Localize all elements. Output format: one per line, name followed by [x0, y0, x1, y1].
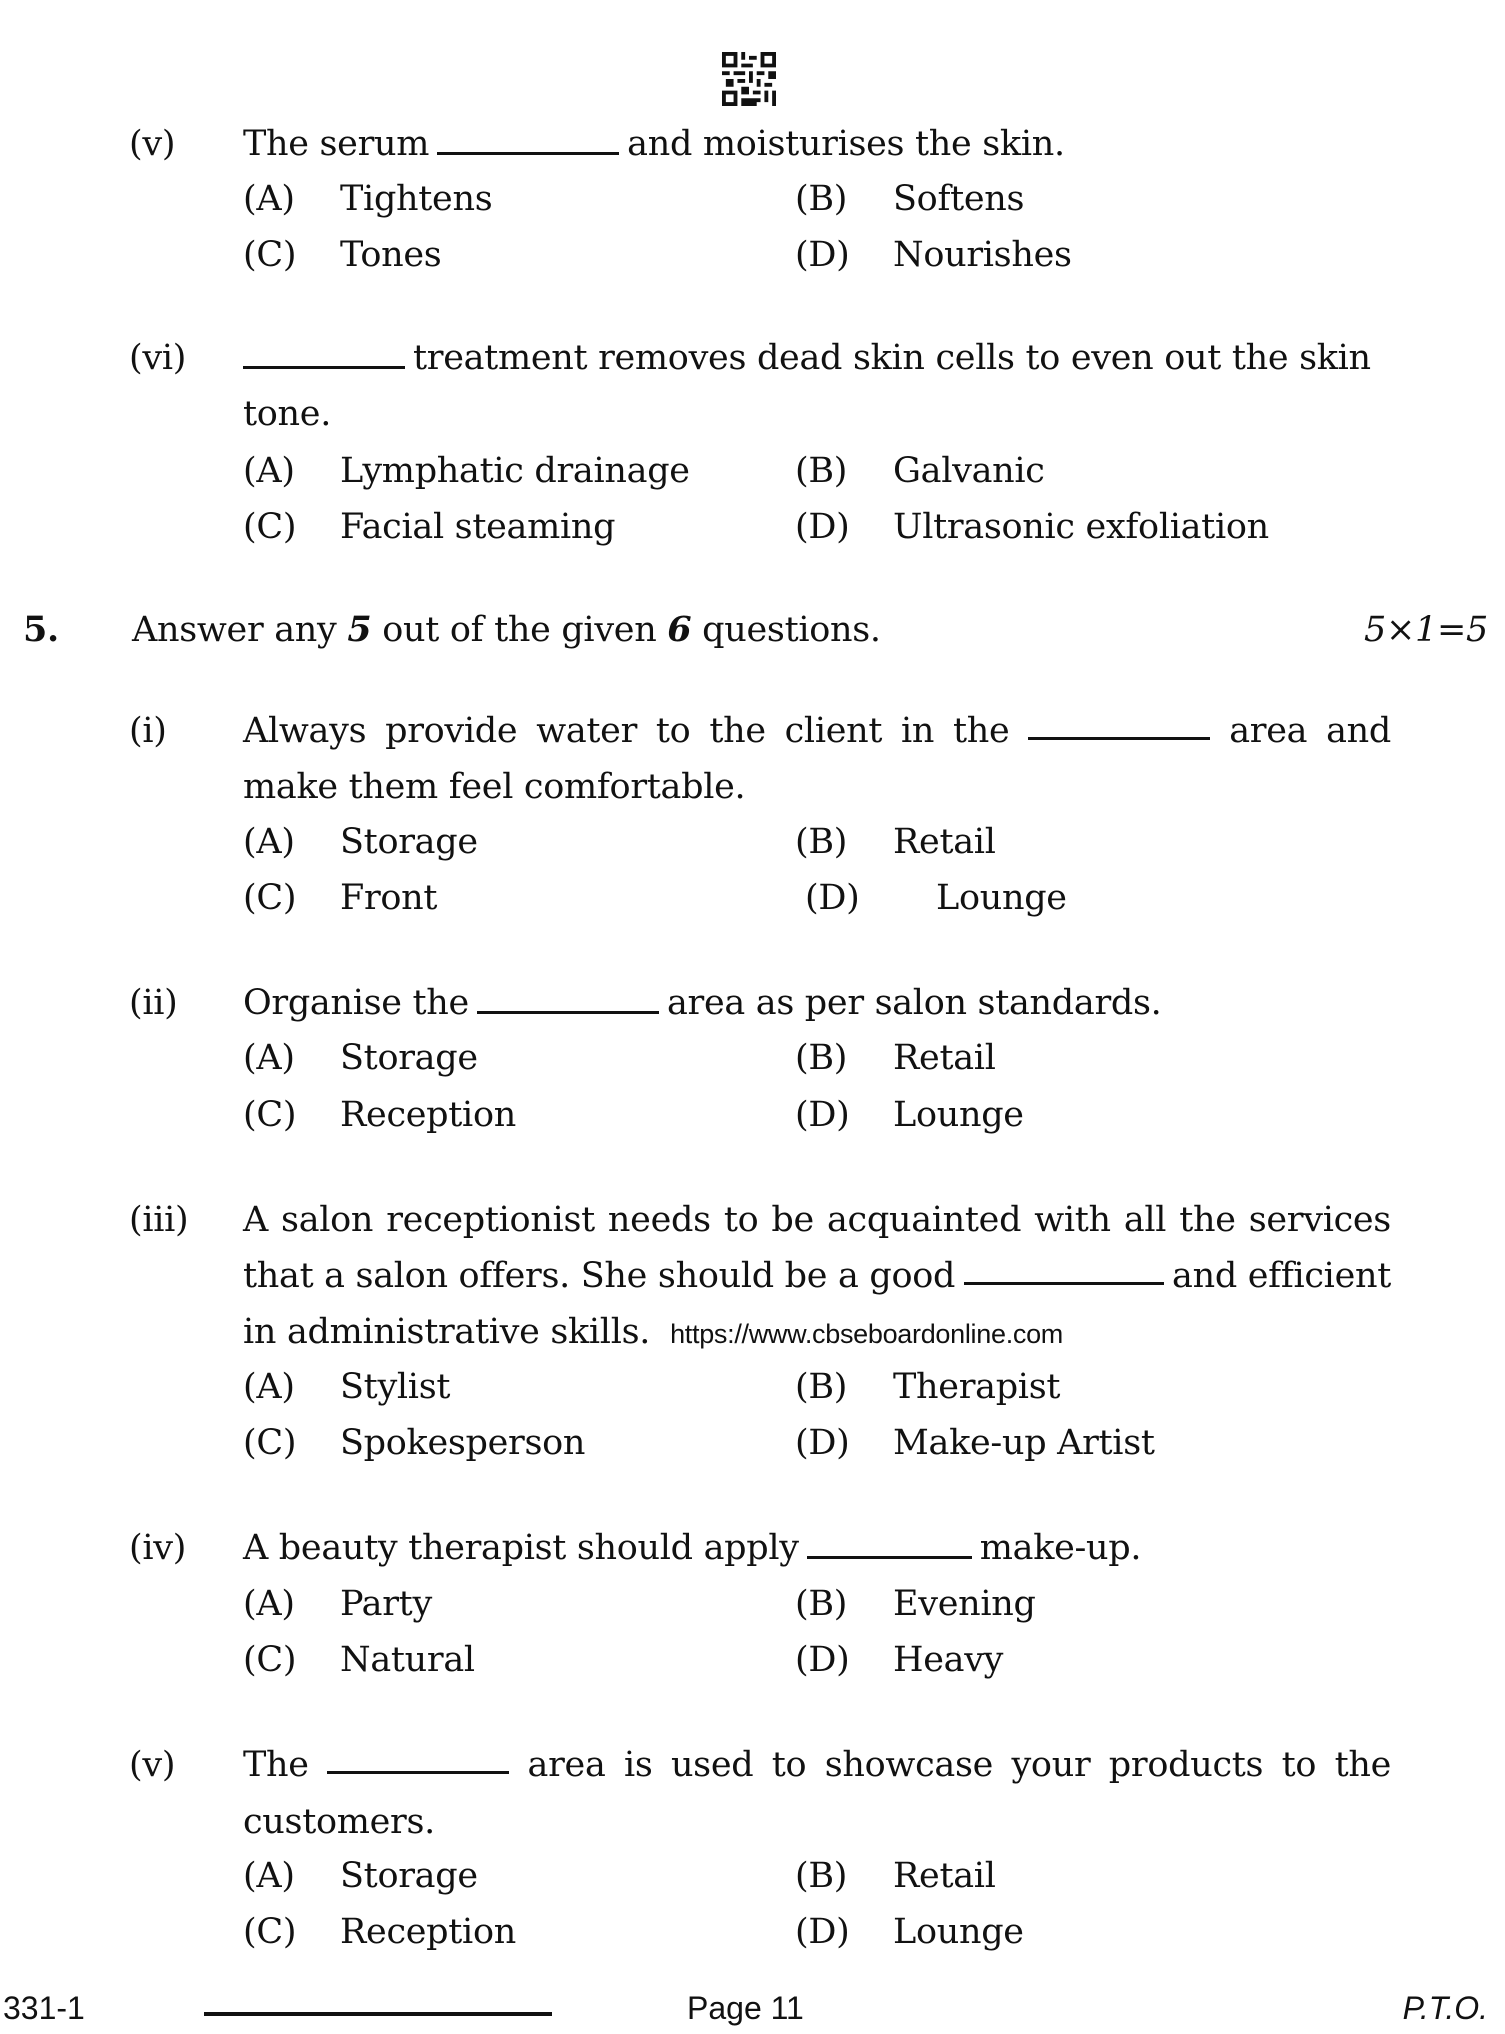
section-instruction	[132, 610, 881, 650]
word: area	[527, 1745, 606, 1785]
option-text: Stylist	[340, 1367, 451, 1407]
option-label: (B)	[795, 451, 848, 491]
option-text: Retail	[893, 1038, 996, 1078]
word: to	[655, 711, 691, 751]
answer-blank	[1028, 711, 1210, 740]
word: provide	[385, 711, 518, 751]
option-label: (C)	[243, 235, 297, 275]
page-number: Page 11	[687, 1990, 804, 2026]
question-number: (v)	[129, 124, 176, 164]
option-label: (B)	[795, 179, 848, 219]
option-text: Ultrasonic exfoliation	[893, 507, 1269, 547]
option-text: Tones	[340, 235, 442, 275]
option-label: (C)	[243, 1912, 297, 1952]
option-label: (B)	[795, 822, 848, 862]
instruction-text: out of the given	[371, 610, 668, 650]
question-text-after: area as per salon standards.	[666, 983, 1162, 1023]
option-label: (C)	[243, 878, 297, 918]
word: the	[1334, 1745, 1391, 1785]
option-label: (A)	[243, 1584, 295, 1624]
option-label: (D)	[795, 507, 850, 547]
answer-blank	[807, 1530, 972, 1559]
question-text: in administrative skills.	[243, 1312, 651, 1352]
option-label: (D)	[795, 1423, 850, 1463]
word: in	[901, 711, 935, 751]
option-label: (A)	[243, 1038, 295, 1078]
option-label: (A)	[243, 1367, 295, 1407]
word: showcase	[824, 1745, 994, 1785]
answer-blank	[327, 1745, 509, 1774]
word: to	[1281, 1745, 1317, 1785]
question-text-line2: make them feel comfortable.	[243, 767, 746, 807]
question-text-line2	[243, 1256, 1391, 1296]
question-text	[243, 1528, 1141, 1568]
answer-blank	[243, 340, 405, 369]
option-label: (A)	[243, 451, 295, 491]
paper-code: 331-1	[3, 1990, 85, 2026]
option-label: (C)	[243, 1423, 297, 1463]
word: salon	[281, 1200, 374, 1240]
question-text-before: Organise the	[243, 983, 469, 1023]
word: services	[1248, 1200, 1391, 1240]
question-number: (iii)	[129, 1200, 189, 1240]
instruction-count: 5	[347, 609, 372, 650]
question-number: (v)	[129, 1745, 176, 1785]
word: the	[709, 711, 766, 751]
question-text	[243, 983, 1161, 1023]
question-text-before: The serum	[243, 124, 430, 164]
word: The	[243, 1745, 309, 1785]
instruction-total: 6	[667, 609, 692, 650]
option-label: (B)	[795, 1584, 848, 1624]
word: client	[784, 711, 883, 751]
option-label: (A)	[243, 1856, 295, 1896]
option-text: Lounge	[893, 1095, 1024, 1135]
option-label: (D)	[795, 1640, 850, 1680]
option-text: Lounge	[936, 878, 1067, 918]
option-text: Nourishes	[893, 235, 1072, 275]
word: the	[953, 711, 1010, 751]
option-text: Storage	[340, 822, 478, 862]
option-text: Natural	[340, 1640, 475, 1680]
option-label: (A)	[243, 179, 295, 219]
option-label: (B)	[795, 1856, 848, 1896]
word: with	[1034, 1200, 1111, 1240]
question-text	[243, 124, 1065, 164]
word: Always	[243, 711, 367, 751]
question-text-line2: tone.	[243, 394, 332, 434]
option-text: Reception	[340, 1095, 516, 1135]
answer-blank	[477, 985, 659, 1014]
question-text-after: make-up.	[979, 1528, 1142, 1568]
qr-code-icon	[721, 52, 777, 106]
word: all	[1123, 1200, 1167, 1240]
question-text	[243, 1200, 1391, 1240]
word: is	[623, 1745, 653, 1785]
marks-allocation: 5×1=5	[1364, 610, 1488, 650]
word: A	[243, 1200, 268, 1240]
word: and	[1326, 711, 1391, 751]
option-label: (C)	[243, 507, 297, 547]
word: used	[670, 1745, 754, 1785]
option-text: Retail	[893, 822, 996, 862]
instruction-text: questions.	[691, 610, 881, 650]
option-label: (C)	[243, 1640, 297, 1680]
option-text: Spokesperson	[340, 1423, 586, 1463]
option-text: Storage	[340, 1038, 478, 1078]
option-text: Tightens	[340, 179, 493, 219]
option-text: Therapist	[893, 1367, 1061, 1407]
option-text: Storage	[340, 1856, 478, 1896]
answer-blank	[964, 1256, 1164, 1285]
question-text-line3	[243, 1312, 1063, 1354]
option-text: Reception	[340, 1912, 516, 1952]
word: to	[771, 1745, 807, 1785]
option-text: Facial steaming	[340, 507, 616, 547]
question-text-before: A beauty therapist should apply	[243, 1528, 799, 1568]
option-text: Galvanic	[893, 451, 1045, 491]
question-number: (iv)	[129, 1528, 187, 1568]
question-number: (vi)	[129, 338, 187, 378]
word: the	[1179, 1200, 1236, 1240]
option-text: Lounge	[893, 1912, 1024, 1952]
option-text: Party	[340, 1584, 432, 1624]
footer-divider	[204, 2012, 552, 2016]
question-text-after: and moisturises the skin.	[627, 124, 1065, 164]
option-text: Front	[340, 878, 438, 918]
pto-label: P.T.O.	[1402, 1990, 1488, 2026]
word: receptionist	[386, 1200, 595, 1240]
question-text	[243, 711, 1391, 751]
word: water	[536, 711, 638, 751]
option-label: (B)	[795, 1367, 848, 1407]
option-text: Retail	[893, 1856, 996, 1896]
question-number: (i)	[129, 711, 167, 751]
word: products	[1108, 1745, 1264, 1785]
question-text-after: and efficient	[1172, 1256, 1391, 1296]
option-label: (D)	[805, 878, 860, 918]
word: needs	[607, 1200, 711, 1240]
option-text: Make-up Artist	[893, 1423, 1155, 1463]
option-text: Evening	[893, 1584, 1036, 1624]
question-text-line2: customers.	[243, 1802, 435, 1842]
instruction-text: Answer any	[132, 610, 348, 650]
option-text: Heavy	[893, 1640, 1004, 1680]
word: acquainted	[826, 1200, 1022, 1240]
question-number: (ii)	[129, 983, 178, 1023]
option-label: (A)	[243, 822, 295, 862]
section-number: 5.	[23, 609, 59, 650]
question-text-after: treatment removes dead skin cells to even out the skin	[413, 338, 1371, 378]
watermark-url: https://www.cbseboardonline.com	[670, 1319, 1063, 1349]
option-label: (D)	[795, 235, 850, 275]
option-label: (B)	[795, 1038, 848, 1078]
word: to	[723, 1200, 759, 1240]
option-text: Lymphatic drainage	[340, 451, 690, 491]
question-text	[243, 338, 1391, 378]
option-label: (D)	[795, 1912, 850, 1952]
answer-blank	[437, 126, 619, 155]
question-text-before: that a salon offers. She should be a good	[243, 1256, 956, 1296]
option-label: (D)	[795, 1095, 850, 1135]
option-text: Softens	[893, 179, 1025, 219]
question-text	[243, 1745, 1391, 1785]
word: be	[771, 1200, 814, 1240]
word: area	[1229, 711, 1308, 751]
option-label: (C)	[243, 1095, 297, 1135]
word: your	[1011, 1745, 1091, 1785]
